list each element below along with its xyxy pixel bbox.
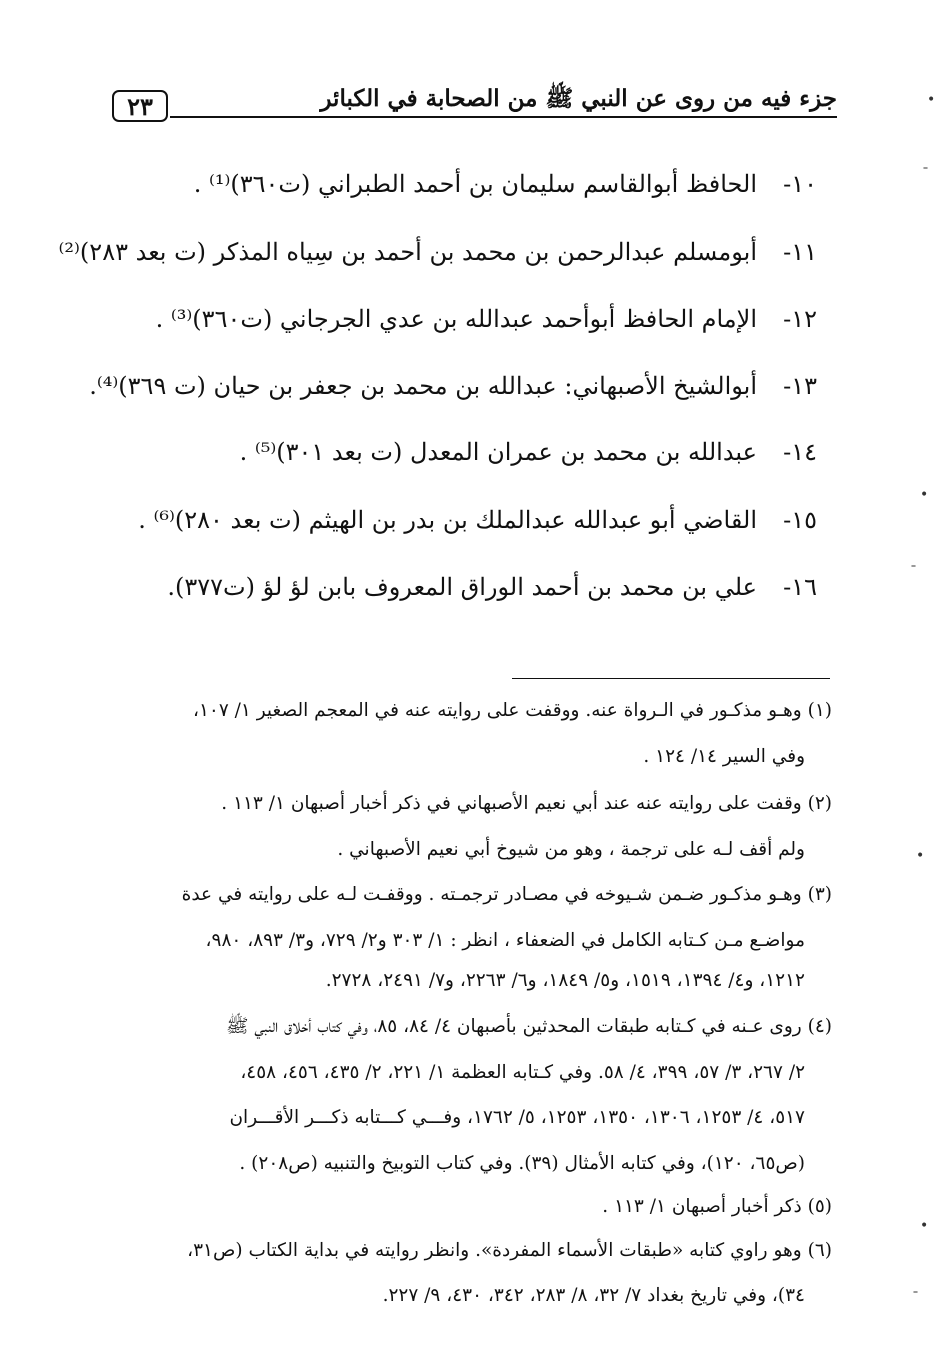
footnote-line: ٥١٧، ٤/ ١٢٥٣، ١٣٠٦، ١٣٥٠، ١٢٥٣، ٥/ ١٧٦٢، وفـــي كـــتابه ذكـــر الأقـــران — [229, 1107, 805, 1128]
list-item — [156, 305, 817, 333]
list-item-number: ١٠- — [783, 170, 817, 198]
list-item — [194, 170, 817, 198]
scan-mark: • — [920, 487, 929, 503]
list-item-text: علي بن محمد بن أحمد الوراق المعروف بابن لؤ لؤ (ت٣٧٧). — [167, 573, 757, 601]
header-rule — [170, 116, 837, 118]
footnote-line: (٣) وهـو مذكـور ضـمن شـيوخه في مصـادر ترجمـته . ووقفـت لـه على روايته في عدة — [181, 884, 832, 905]
footnote-line: مواضـع مـن كـتابه الكامل في الضعفاء ، انظر : ١/ ٣٠٣ و٢/ ٧٢٩، و٣/ ٨٩٣، ٩٨٠، — [205, 930, 805, 951]
scan-mark: • — [916, 848, 925, 864]
list-item-number: ١٦- — [783, 573, 817, 601]
list-item-number: ١٢- — [783, 305, 817, 333]
footnote-line: (٢) وقفت على روايته عنه عند أبي نعيم الأصبهاني في ذكر أخبار أصبهان ١/ ١١٣ . — [221, 793, 832, 814]
list-item-number: ١٥- — [783, 506, 817, 534]
list-item-text: أبوالشيخ الأصبهاني: عبدالله بن محمد بن جعفر بن حيان (ت ٣٦٩)⁽⁴⁾. — [89, 372, 757, 400]
list-item-text: عبدالله بن محمد بن عمران المعدل (ت بعد ٣٠١)⁽⁵⁾ . — [239, 438, 757, 466]
list-item — [89, 372, 817, 400]
list-item-text: الإمام الحافظ أبوأحمد عبدالله بن عدي الجرجاني (ت٣٦٠)⁽³⁾ . — [155, 305, 757, 333]
list-item — [167, 573, 817, 601]
list-item-number: ١١- — [783, 238, 817, 266]
list-item-number: ١٤- — [783, 438, 817, 466]
scan-mark: ˉ — [922, 166, 929, 182]
scan-mark: • — [927, 92, 935, 108]
footnote-separator — [512, 678, 830, 679]
list-item — [59, 238, 818, 266]
scan-mark: • — [920, 1218, 929, 1234]
footnote-line: (١) وهـو مذكـور في الـرواة عنه. ووقفت على روايته عنه في المعجم الصغير ١/ ١٠٧، — [192, 700, 832, 721]
running-header — [112, 82, 837, 128]
list-item-text: الحافظ أبوالقاسم سليمان بن أحمد الطبراني (ت٣٦٠)⁽¹⁾ . — [193, 170, 757, 198]
footnote-line: (٦) وهو راوي كتابه «طبقات الأسماء المفردة». وانظر روايته في بداية الكتاب (ص٣١، — [187, 1240, 832, 1261]
list-item-number: ١٣- — [783, 372, 817, 400]
scan-mark: ˉ — [910, 564, 917, 580]
header-title: جزء فيه من روى عن النبي ﷺ من الصحابة في الكبائر — [320, 85, 837, 112]
page-number: ٢٣ — [112, 90, 168, 122]
list-item — [138, 506, 817, 534]
footnote-line: (ص٦٥، ١٢٠)، وفي كتابه الأمثال (٣٩). وفي كتاب التوبيخ والتنبيه (ص٢٠٨) . — [239, 1153, 805, 1174]
footnote-line: (٤) روى عـنه في كـتابه طبقات المحدثين بأصبهان ٤/ ٨٤، ٨٥، وفي كتاب أخلاق النبي ﷺ — [226, 1016, 832, 1037]
scan-mark: ˉ — [912, 1290, 919, 1306]
footnote-line: ٣٤)، وفي تاريخ بغداد ٧/ ٣٢، ٨/ ٢٨٣، ٣٤٢، ٤٣٠، ٩/ ٢٢٧. — [382, 1285, 805, 1306]
footnote-line: ٢/ ٢٦٧، ٣/ ٥٧، ٣٩٩، ٤/ ٥٨. وفي كـتابه العظمة ١/ ٢٢١، ٢/ ٤٣٥، ٤٥٦، ٤٥٨، — [240, 1062, 805, 1083]
list-item-text: أبومسلم عبدالرحمن بن محمد بن أحمد بن سِياه المذكر (ت بعد ٢٨٣)⁽²⁾ — [58, 238, 757, 266]
list-item-text: القاضي أبو عبدالله عبدالملك بن بدر بن الهيثم (ت بعد ٢٨٠)⁽⁶⁾ . — [138, 506, 757, 534]
list-item — [240, 438, 817, 466]
footnote-line: وفي السير ١٤/ ١٢٤ . — [643, 746, 805, 767]
footnote-line: ١٢١٢، و٤/ ١٣٩٤، ١٥١٩، و٥/ ١٨٤٩، و٦/ ٢٢٦٣، و٧/ ٢٤٩١، ٢٧٢٨. — [325, 970, 805, 991]
footnote-line: ولم أقف لـه على ترجمة ، وهو من شيوخ أبي نعيم الأصبهاني . — [337, 839, 805, 860]
footnote-line: (٥) ذكر أخبار أصبهان ١/ ١١٣ . — [602, 1196, 832, 1217]
